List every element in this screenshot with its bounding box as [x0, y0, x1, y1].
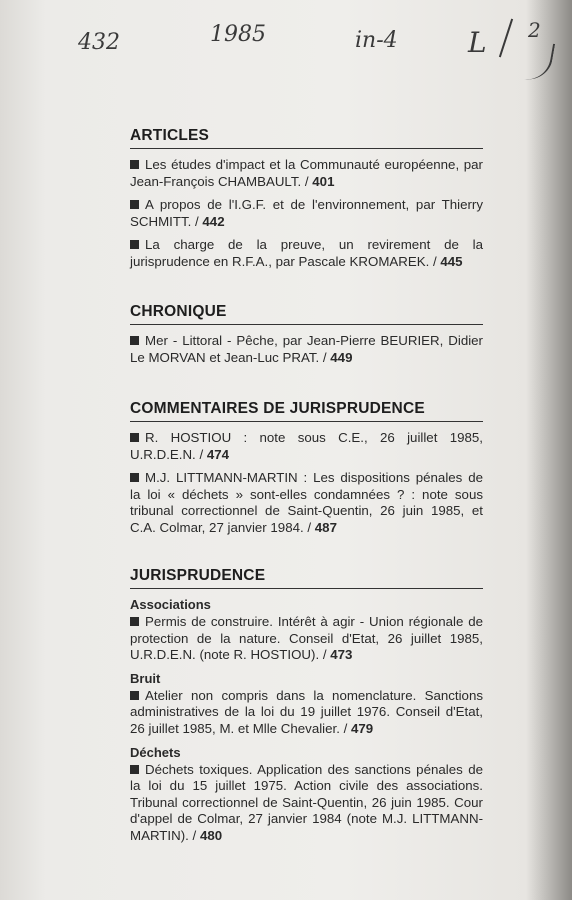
list-item: [130, 470, 483, 536]
handwritten-ref-1: 432: [78, 30, 120, 55]
section-articles: [130, 127, 483, 278]
show-through-watermark: [10, 130, 130, 890]
handwritten-ref-3: in-4: [355, 28, 398, 53]
entry-page: 473: [330, 647, 353, 663]
section-commentaires: [130, 400, 483, 544]
square-bullet-icon: [130, 617, 139, 626]
entry-page: 487: [314, 519, 337, 535]
entry-text: Les études d'impact et la Communauté européenne, par Jean-François CHAMBAULT. /: [130, 157, 483, 189]
entry-text: La charge de la preuve, un revirement de la jurisprudence en R.F.A., par Pascale KROMAREK. /: [130, 237, 483, 269]
square-bullet-icon: [130, 336, 139, 345]
list-item: [130, 614, 483, 664]
handwritten-ref-4: L: [468, 26, 487, 59]
subheading: Déchets: [130, 744, 181, 760]
entry-page: 401: [312, 173, 335, 189]
square-bullet-icon: [130, 200, 139, 209]
entry-text: M.J. LITTMANN-MARTIN : Les dispositions pénales de la loi « déchets » sont-elles condamnées ? : note sous tribunal correctionnel de Saint-Quentin, 26 juin 1985, et C.A. Colmar, 27 janvier 1984. /: [130, 470, 483, 535]
section-title: JURISPRUDENCE: [130, 567, 483, 589]
handwritten-curve: [507, 37, 555, 84]
square-bullet-icon: [130, 691, 139, 700]
entry-page: 474: [206, 446, 230, 462]
list-item: [130, 237, 483, 270]
entry-page: 480: [199, 827, 223, 843]
list-item: [130, 333, 483, 366]
subheading: Associations: [130, 597, 211, 612]
entry-text: Mer - Littoral - Pêche, par Jean-Pierre BEURIER, Didier Le MORVAN et Jean-Luc PRAT. /: [130, 333, 483, 365]
entry-page: 442: [202, 213, 225, 229]
list-item: [130, 688, 483, 738]
list-item: [130, 197, 483, 230]
entry-text: Atelier non compris dans la nomenclature. Sanctions administratives de la loi du 19 juillet 1976. Conseil d'Etat, 26 juillet 1985, M. et Mlle Chevalier. /: [130, 687, 483, 736]
section-chronique: [130, 303, 483, 373]
handwritten-ref-2: 1985: [210, 22, 266, 47]
section-title: COMMENTAIRES DE JURISPRUDENCE: [130, 400, 483, 422]
entry-page: 479: [350, 720, 374, 736]
entry-text: A propos de l'I.G.F. et de l'environnement, par Thierry SCHMITT. /: [130, 197, 483, 229]
list-item: [130, 157, 483, 190]
square-bullet-icon: [130, 473, 139, 482]
square-bullet-icon: [130, 160, 139, 169]
subheading: Bruit: [130, 670, 161, 686]
entry-text: Permis de construire. Intérêt à agir - Union régionale de protection de la nature. Conseil d'Etat, 26 juillet 1985, U.R.D.E.N. (note R. HOSTIOU). /: [130, 614, 483, 663]
square-bullet-icon: [130, 433, 139, 442]
section-title: ARTICLES: [130, 127, 483, 149]
square-bullet-icon: [130, 240, 139, 249]
entry-text: Déchets toxiques. Application des sanctions pénales de la loi du 15 juillet 1975. Action civile des associations. Tribunal correctionnel de Saint-Quentin, 26 juin 1985. Cour d'appel de Colmar, 27 janvier 1984 (note M.J. LITTMANN-MARTIN). /: [130, 761, 483, 843]
section-jurisprudence: [130, 567, 483, 852]
entry-text: R. HOSTIOU : note sous C.E., 26 juillet 1985, U.R.D.E.N. /: [130, 430, 483, 462]
list-item: [130, 762, 483, 845]
handwritten-ref-5: 2: [528, 18, 541, 42]
entry-page: 449: [330, 349, 353, 365]
list-item: [130, 430, 483, 463]
square-bullet-icon: [130, 765, 139, 774]
section-title: CHRONIQUE: [130, 303, 483, 325]
entry-page: 445: [440, 253, 463, 269]
